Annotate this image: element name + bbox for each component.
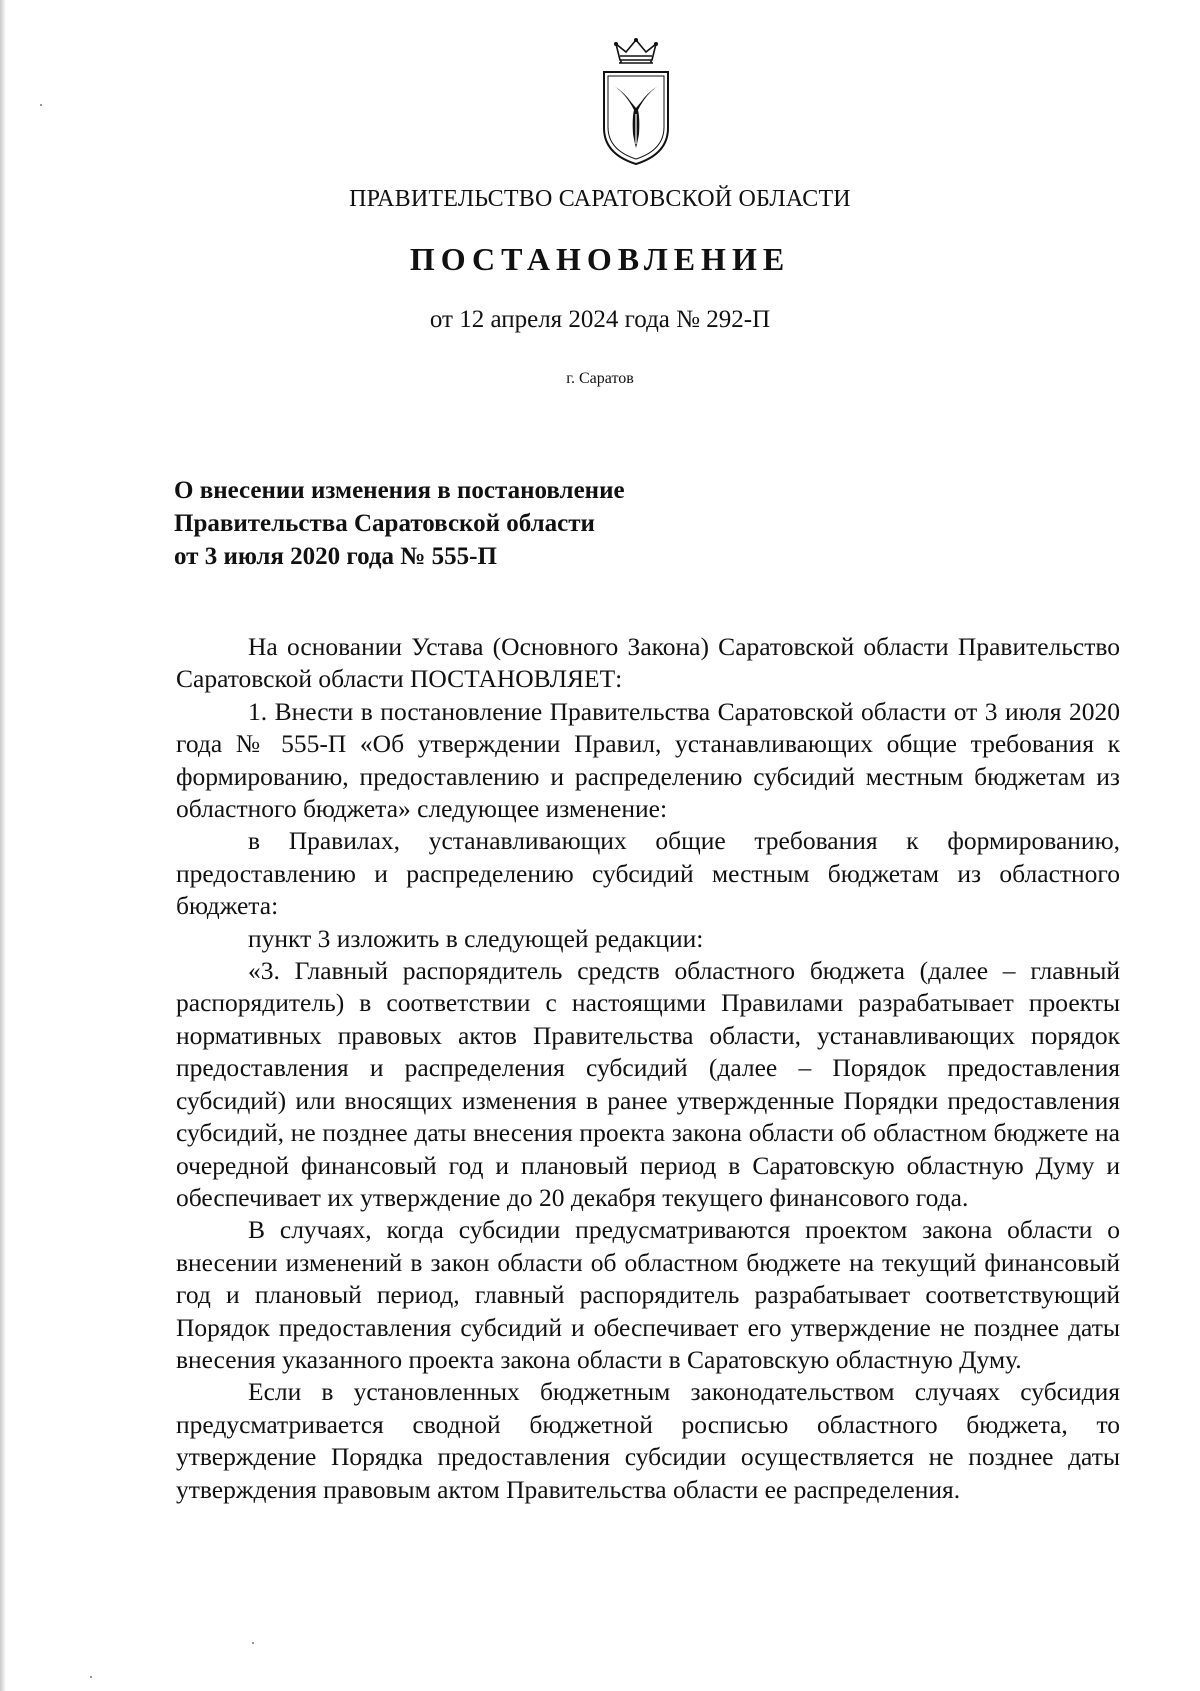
document-body (176, 631, 1120, 1506)
paragraph-preamble: На основании Устава (Основного Закона) Саратовской области Правительство Саратовской области ПОСТАНОВЛЯЕТ: (176, 632, 1120, 694)
scan-speck (90, 1676, 92, 1678)
document-type-heading: ПОСТАНОВЛЕНИЕ (409, 241, 791, 277)
paragraph-point-3-intro: пункт 3 изложить в следующей редакции: (248, 923, 704, 953)
paragraph-point-3-text: «3. Главный распорядитель средств областного бюджета (далее – главный распорядитель) в соответствии с настоящими Правилами разрабатывает проекты нормативных правовых актов Правительства области, устанавливающих порядок предоставления и распределения субсидий (далее – Порядок предоставления субсидий) или вносящих изменения в ранее утвержденные Порядки предоставления субсидий, не позднее даты внесения проекта закона области об областном бюджете на очередной финансовый год и плановый период в Саратовскую областную Думу и обеспечивает их утверждение до 20 декабря текущего финансового года. (176, 956, 1120, 1212)
coat-of-arms-emblem (598, 36, 674, 168)
document-subject (174, 474, 774, 573)
paragraph-rules: в Правилах, устанавливающих общие требования к формированию, предоставлению и распределению субсидий местным бюджетам из областного бюджета: (176, 826, 1120, 921)
document-date-number: от 12 апреля 2024 года № 292-П (429, 306, 771, 333)
subject-line: Правительства Саратовской области (174, 510, 595, 537)
subject-line: О внесении изменения в постановление (174, 477, 625, 504)
document-city: г. Саратов (566, 370, 634, 387)
paragraph-budget-list: Если в установленных бюджетным законодательством случаях субсидия предусматривается сводной бюджетной росписью областного бюджета, то утверждение Порядка предоставления субсидии осуществляется не позднее даты утверждения правовым актом Правительства области ее распределения. (176, 1377, 1120, 1504)
paragraph-cases: В случаях, когда субсидии предусматриваются проектом закона области о внесении изменений в закон области об областном бюджете на текущий финансовый год и плановый период, главный распорядитель разрабатывает соответствующий Порядок предоставления субсидий и обеспечивает его утверждение не позднее даты внесения указанного проекта закона области в Саратовскую областную Думу. (176, 1215, 1120, 1374)
paragraph-item-1: 1. Внести в постановление Правительства Саратовской области от 3 июля 2020 года № 555-П «Об утверждении Правил, устанавливающих общие требования к формированию, предоставлению и распределению субсидий местным бюджетам из областного бюджета» следующее изменение: (176, 696, 1120, 824)
issuer-heading: ПРАВИТЕЛЬСТВО САРАТОВСКОЙ ОБЛАСТИ (349, 186, 851, 212)
subject-line: от 3 июля 2020 года № 555-П (174, 543, 497, 570)
scan-speck (40, 104, 42, 106)
scan-speck (252, 1642, 254, 1644)
